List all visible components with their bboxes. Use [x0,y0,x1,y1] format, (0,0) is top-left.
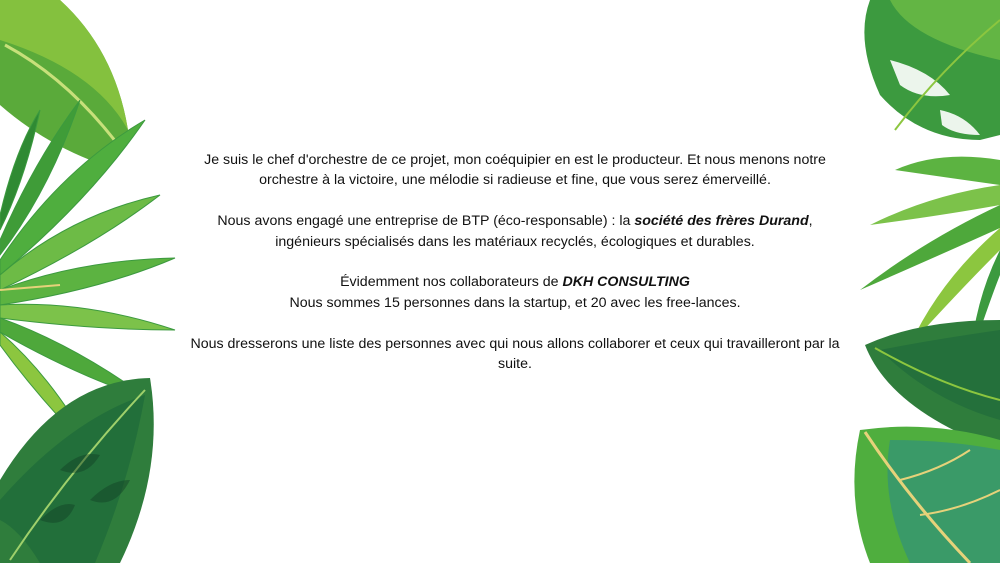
paragraph-collaborators [190,272,840,313]
team-size-text: Nous sommes 15 personnes dans la startup, et 20 avec les free-lances. [289,294,741,311]
tropical-leaves-left [0,0,185,563]
paragraph-btp-intro: Nous avons engagé une entreprise de BTP (éco-responsable) : la [217,213,635,230]
paragraph-project-roles: Je suis le chef d'orchestre de ce projet, mon coéquipier en est le producteur. Et nous menons notre orchestre à la victoire, une mélodie si radieuse et fine, que vous serez émerveillé. [204,152,826,189]
tropical-leaves-right [850,0,1000,563]
paragraph-btp-company [190,211,840,252]
slide-body-text [190,150,840,395]
collaborators-intro: Évidemment nos collaborateurs de [340,274,563,291]
paragraph-collaboration-list: Nous dresserons une liste des personnes avec qui nous allons collaborer et ceux qui travailleront par la suite. [190,335,840,373]
consulting-name-emphasis: DKH CONSULTING [562,274,690,291]
company-name-emphasis: société des frères Durand [634,213,809,230]
paragraph-btp-details: , ingénieurs spécialisés dans les matériaux recyclés, écologiques et durables. [275,213,813,250]
